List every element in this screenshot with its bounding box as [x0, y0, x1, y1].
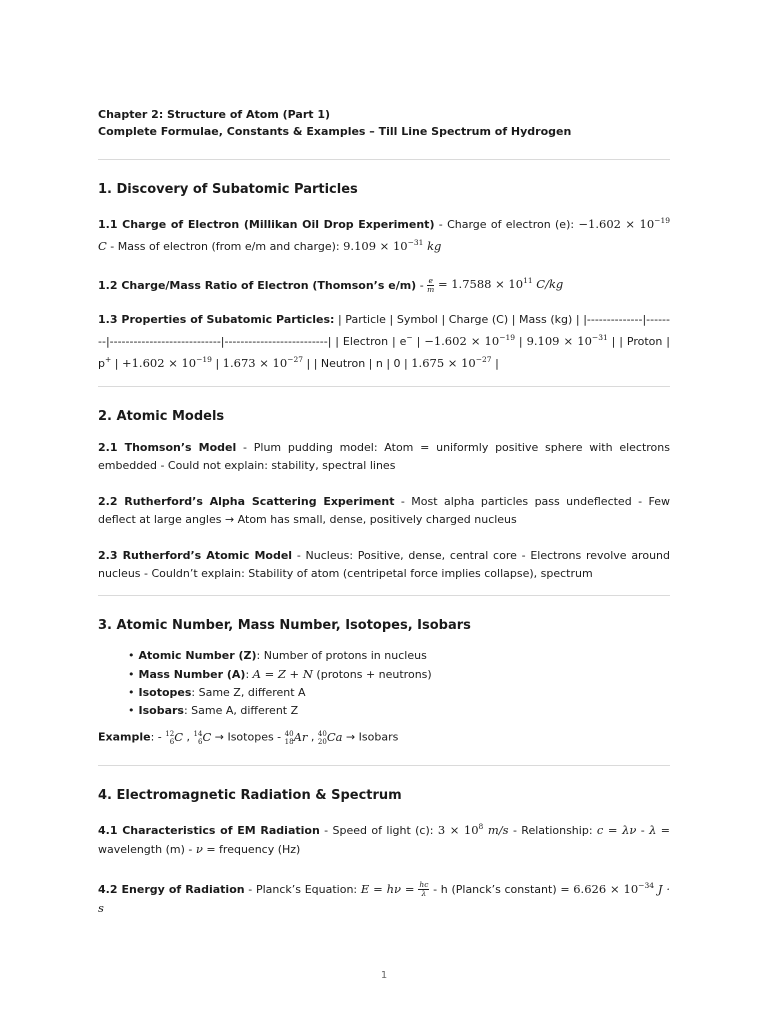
item-text: : Number of protons in nucleus — [256, 649, 427, 663]
math-value: 9.109 × 10 — [343, 238, 408, 253]
math-exponent: −19 — [196, 355, 212, 365]
math-exponent: −31 — [407, 237, 424, 247]
paragraph-label: 1.1 Charge of Electron (Millikan Oil Drop Experiment) — [98, 217, 435, 231]
math-value: 3 × 10 — [437, 822, 479, 837]
example-paragraph — [98, 728, 670, 747]
list-item — [128, 684, 670, 702]
text: , — [307, 730, 318, 744]
math-value: 1.675 × 10 — [411, 356, 476, 371]
divider — [98, 386, 670, 387]
paragraph-4-1 — [98, 818, 670, 859]
text: | | Proton | p — [98, 335, 670, 371]
item-label: Atomic Number (Z) — [138, 649, 257, 663]
math — [343, 239, 441, 253]
text: - Planck’s Equation: — [244, 882, 361, 896]
paragraph-1-2 — [98, 273, 670, 295]
definition-list — [98, 647, 670, 720]
math-exponent: −27 — [475, 355, 492, 365]
math: c = λν — [596, 822, 637, 837]
isotope-notation — [194, 728, 212, 747]
item-text: : Same A, different Z — [183, 704, 299, 718]
math-exponent: 8 — [478, 822, 484, 832]
text: | Particle | Symbol | Charge (C) | Mass (kg) | |--------------|--------|----------------------------|--------------------------| | Electron | e — [98, 313, 670, 349]
text: | — [515, 335, 527, 349]
document-page — [98, 106, 670, 918]
math-unit: m/s — [483, 822, 509, 837]
fraction — [418, 881, 429, 898]
math-exponent: −27 — [287, 355, 303, 365]
section-heading-1: 1. Discovery of Subatomic Particles — [98, 182, 358, 197]
text: - Charge of electron (e): — [434, 217, 579, 231]
mass-number: 40 — [317, 730, 327, 739]
atomic-number: 18 — [284, 738, 294, 747]
divider — [98, 595, 670, 596]
text: = frequency (Hz) — [202, 842, 301, 856]
atomic-number: 6 — [169, 738, 175, 747]
math — [434, 277, 563, 291]
item-text: : Same Z, different A — [191, 686, 306, 700]
mass-number: 12 — [165, 730, 175, 739]
chapter-title: Chapter 2: Structure of Atom (Part 1) — [98, 108, 331, 121]
text: : - — [150, 730, 166, 744]
item-text: : — [245, 668, 253, 682]
element-symbol: C — [174, 730, 184, 745]
text: | | Neutron | n | 0 | — [303, 357, 412, 371]
atomic-number: 6 — [197, 738, 203, 747]
isotope-indices — [285, 730, 294, 746]
paragraph-label: 4.1 Characteristics of EM Radiation — [98, 823, 320, 837]
math-exponent: −19 — [499, 333, 516, 343]
paragraph-label: 4.2 Energy of Radiation — [98, 882, 245, 896]
list-item — [128, 665, 670, 684]
element-symbol: Ar — [293, 730, 308, 745]
mass-number: 14 — [193, 730, 203, 739]
math-unit: C/kg — [532, 277, 564, 292]
chapter-subtitle: Complete Formulae, Constants & Examples – Till Line Spectrum of Hydrogen — [98, 125, 572, 138]
math-unit: kg — [423, 238, 442, 253]
superscript: − — [406, 333, 413, 343]
math-value: −1.602 × 10 — [424, 334, 500, 349]
math — [527, 334, 608, 348]
list-item — [128, 702, 670, 720]
paragraph-1-3 — [98, 311, 670, 373]
math-value: −1.602 × 10 — [578, 216, 655, 231]
text: | — [491, 357, 499, 371]
item-text: (protons + neutrons) — [312, 668, 432, 682]
paragraph-2-3 — [98, 547, 670, 583]
math — [122, 356, 212, 370]
text: - Plum pudding model: Atom = uniformly positive sphere with electrons embedded - Could not explain: stability, spectral lines — [98, 441, 670, 473]
text: = wavelength (m) - — [98, 823, 671, 856]
text: → Isotopes - — [211, 730, 285, 744]
paragraph-1-1 — [98, 212, 670, 256]
text: - Nucleus: Positive, dense, central core - Electrons revolve around nucleus - Couldn’t explain: Stability of atom (centripetal force implies collapse), spectrum — [98, 549, 670, 581]
math-unit: J · s — [98, 881, 670, 915]
text: | — [412, 335, 425, 349]
isotope-notation — [318, 728, 343, 747]
mass-number: 40 — [284, 730, 294, 739]
item-label: Mass Number (A) — [138, 668, 246, 682]
text: | — [211, 357, 223, 371]
fraction-numerator: e — [428, 275, 433, 285]
page-number: 1 — [380, 970, 388, 981]
math: A = Z + N — [252, 667, 313, 682]
math-value: 1.673 × 10 — [222, 356, 288, 371]
paragraph-label: 1.3 Properties of Subatomic Particles: — [98, 313, 335, 327]
isotope-notation — [285, 728, 308, 747]
element-symbol: Ca — [326, 730, 343, 745]
math-value: 6.626 × 10 — [573, 881, 639, 896]
math — [424, 334, 515, 348]
document-header — [98, 106, 670, 140]
math-value: = 1.7588 × 10 — [434, 277, 524, 292]
fraction-denominator: m — [427, 284, 435, 294]
paragraph-4-2 — [98, 877, 670, 918]
text: - — [416, 278, 428, 292]
divider — [98, 159, 670, 160]
math: E = hν = — [360, 881, 419, 896]
superscript: + — [104, 355, 112, 365]
fraction-denominator: λ — [421, 889, 427, 899]
math: ν — [195, 841, 203, 856]
section-heading-2: 2. Atomic Models — [98, 409, 225, 425]
isotope-indices — [165, 730, 174, 746]
text: - Speed of light (c): — [319, 823, 438, 837]
math-exponent: −34 — [638, 880, 654, 890]
text: → Isobars — [342, 730, 399, 744]
math — [411, 356, 491, 370]
math-exponent: −31 — [591, 333, 608, 343]
text: , — [183, 730, 194, 744]
math — [438, 823, 509, 837]
section-heading-3: 3. Atomic Number, Mass Number, Isotopes, Isobars — [98, 618, 471, 634]
paragraph-label: 2.2 Rutherford’s Alpha Scattering Experiment — [98, 495, 395, 509]
isotope-notation — [165, 728, 183, 747]
math-unit: C — [98, 238, 107, 253]
list-item — [128, 647, 670, 665]
paragraph-label: 1.2 Charge/Mass Ratio of Electron (Thomson’s e/m) — [98, 278, 417, 292]
element-symbol: C — [202, 730, 212, 745]
paragraph-2-2 — [98, 493, 670, 529]
math — [223, 356, 303, 370]
text: - — [636, 823, 650, 837]
paragraph-label: 2.1 Thomson’s Model — [98, 441, 237, 455]
math: λ — [649, 822, 657, 837]
item-label: Isobars — [138, 704, 184, 718]
math-value: +1.602 × 10 — [121, 356, 197, 371]
text: - h (Planck’s constant) = — [429, 882, 574, 896]
atomic-number: 20 — [317, 738, 327, 747]
math-exponent: −19 — [654, 216, 670, 225]
fraction-numerator: hc — [419, 880, 429, 890]
math-value: 9.109 × 10 — [526, 334, 592, 349]
text: - Mass of electron (from e/m and charge): — [106, 239, 344, 253]
text: | — [111, 357, 122, 371]
example-label: Example — [98, 730, 151, 744]
text: - Most alpha particles pass undeflected - Few deflect at large angles → Atom has small, dense, positively charged nucleus — [98, 495, 670, 527]
paragraph-2-1 — [98, 439, 670, 475]
section-heading-4: 4. Electromagnetic Radiation & Spectrum — [98, 788, 402, 804]
paragraph-label: 2.3 Rutherford’s Atomic Model — [98, 549, 293, 563]
isotope-indices — [318, 730, 327, 746]
math-exponent: 11 — [523, 276, 533, 286]
text: - Relationship: — [508, 823, 597, 837]
item-label: Isotopes — [138, 686, 192, 700]
divider — [98, 765, 670, 766]
